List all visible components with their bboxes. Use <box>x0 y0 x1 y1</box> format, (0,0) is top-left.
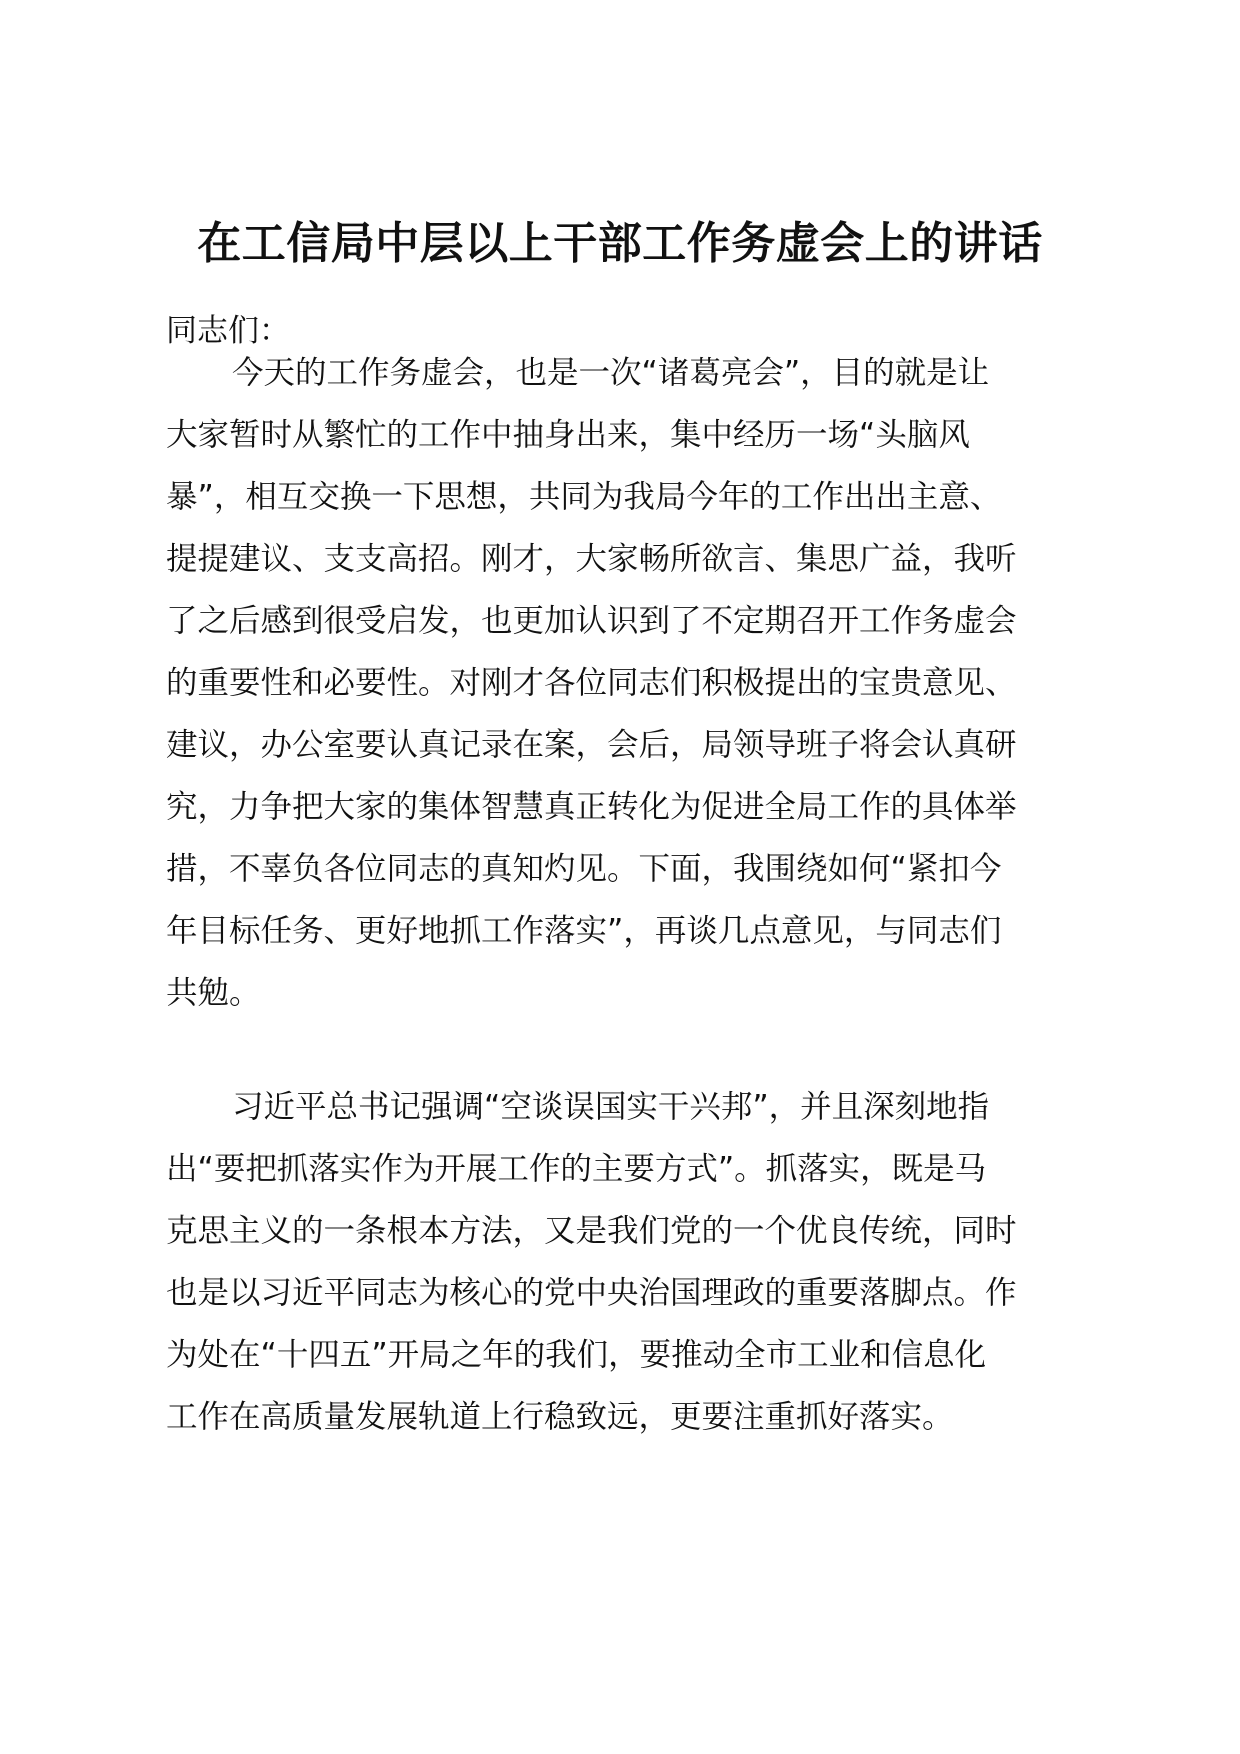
paragraph-1-line: 大家暂时从繁忙的工作中抽身出来，集中经历一场“头脑风 <box>166 417 970 453</box>
paragraph-2-line: 习近平总书记强调“空谈误国实干兴邦”，并且深刻地指 <box>232 1089 990 1125</box>
salutation: 同志们： <box>166 313 290 349</box>
paragraph-1-line: 究，力争把大家的集体智慧真正转化为促进全局工作的具体举 <box>166 789 1017 825</box>
paragraph-1-line: 年目标任务、更好地抓工作落实”，再谈几点意见，与同志们 <box>166 913 1002 949</box>
paragraph-1-line: 共勉。 <box>166 975 261 1011</box>
paragraph-2-line: 工作在高质量发展轨道上行稳致远，更要注重抓好落实。 <box>166 1399 954 1435</box>
paragraph-1-line: 的重要性和必要性。对刚才各位同志们积极提出的宝贵意见、 <box>166 665 1017 701</box>
paragraph-2-line: 也是以习近平同志为核心的党中央治国理政的重要落脚点。作 <box>166 1275 1017 1311</box>
paragraph-1-line: 提提建议、支支高招。刚才，大家畅所欲言、集思广益，我听 <box>166 541 1017 577</box>
paragraph-2-line: 克思主义的一条根本方法，又是我们党的一个优良传统，同时 <box>166 1213 1017 1249</box>
paragraph-1-line: 暴”，相互交换一下思想，共同为我局今年的工作出出主意、 <box>166 479 1002 515</box>
paragraph-1-line: 今天的工作务虚会，也是一次“诸葛亮会”，目的就是让 <box>232 355 990 391</box>
paragraph-2-line: 出“要把抓落实作为开展工作的主要方式”。抓落实，既是马 <box>166 1151 987 1187</box>
paragraph-1-line: 建议，办公室要认真记录在案，会后，局领导班子将会认真研 <box>166 727 1017 763</box>
paragraph-2-line: 为处在“十四五”开局之年的我们，要推动全市工业和信息化 <box>166 1337 987 1373</box>
document-title: 在工信局中层以上干部工作务虚会上的讲话 <box>197 218 1043 269</box>
paragraph-1-line: 措，不辜负各位同志的真知灼见。下面，我围绕如何“紧扣今 <box>166 851 1002 887</box>
paragraph-1-line: 了之后感到很受启发，也更加认识到了不定期召开工作务虚会 <box>166 603 1017 639</box>
